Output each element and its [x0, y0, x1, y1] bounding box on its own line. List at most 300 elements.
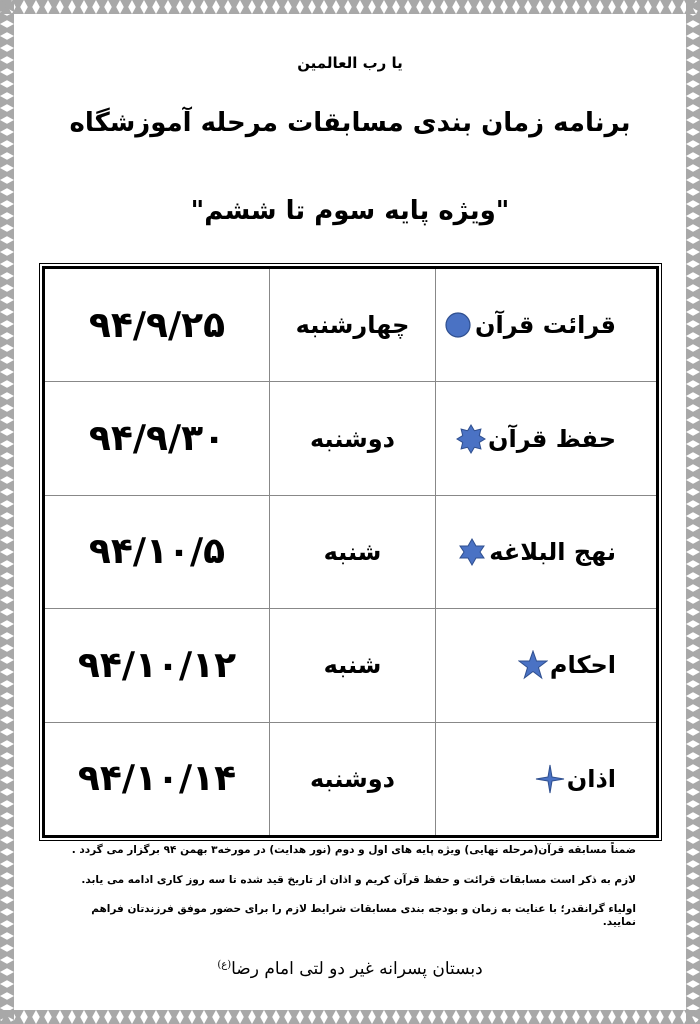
- table-row: [44, 722, 658, 836]
- border-triangle: [3, 60, 14, 72]
- border-triangle: [686, 696, 697, 708]
- border-triangle: [528, 3, 540, 14]
- border-triangle: [3, 168, 14, 180]
- border-triangle: [3, 432, 14, 444]
- border-triangle: [3, 912, 14, 924]
- border-triangle: [3, 744, 14, 756]
- border-triangle: [3, 708, 14, 720]
- competition-cell: [436, 609, 658, 722]
- border-triangle: [3, 312, 14, 324]
- border-triangle: [3, 588, 14, 600]
- border-triangle: [686, 408, 697, 420]
- border-triangle: [168, 1010, 180, 1021]
- border-triangle: [3, 480, 14, 492]
- border-triangle: [3, 204, 14, 216]
- border-triangle: [686, 612, 697, 624]
- border-triangle: [686, 648, 697, 660]
- border-triangle: [228, 3, 240, 14]
- border-triangle: [686, 360, 697, 372]
- border-triangle: [3, 516, 14, 528]
- border-triangle: [516, 3, 528, 14]
- border-triangle: [686, 564, 697, 576]
- border-triangle: [3, 984, 14, 996]
- border-triangle: [600, 1010, 612, 1021]
- border-triangle: [686, 900, 697, 912]
- border-triangle: [3, 972, 14, 984]
- border-triangle: [516, 1010, 528, 1021]
- border-triangle: [96, 3, 108, 14]
- border-triangle: [3, 768, 14, 780]
- border-triangle: [686, 264, 697, 276]
- border-triangle: [686, 516, 697, 528]
- border-triangle: [288, 3, 300, 14]
- border-triangle: [576, 3, 588, 14]
- border-triangle: [3, 360, 14, 372]
- border-triangle: [3, 720, 14, 732]
- border-triangle: [504, 3, 516, 14]
- border-triangle: [144, 1010, 156, 1021]
- honorific-mark: (ع): [217, 959, 232, 971]
- border-triangle: [686, 732, 697, 744]
- border-triangle: [3, 420, 14, 432]
- border-triangle: [686, 588, 697, 600]
- star-5-icon: [518, 650, 548, 680]
- border-triangle: [3, 900, 14, 912]
- border-triangle: [686, 912, 697, 924]
- border-triangle: [672, 1010, 684, 1021]
- border-triangle: [228, 1010, 240, 1021]
- border-triangle: [72, 1010, 84, 1021]
- border-triangle: [3, 792, 14, 804]
- border-triangle: [264, 3, 276, 14]
- border-triangle: [686, 456, 697, 468]
- border-triangle: [686, 276, 697, 288]
- border-triangle: [264, 1010, 276, 1021]
- border-triangle: [192, 3, 204, 14]
- border-triangle: [686, 348, 697, 360]
- border-triangle: [312, 3, 324, 14]
- border-triangle: [3, 852, 14, 864]
- competition-name: نهج البلاغه: [489, 537, 616, 566]
- border-triangle: [156, 3, 168, 14]
- border-triangle: [686, 528, 697, 540]
- border-triangle: [686, 84, 697, 96]
- border-triangle: [480, 1010, 492, 1021]
- border-triangle: [686, 768, 697, 780]
- notes-section: [64, 844, 636, 945]
- border-triangle: [3, 828, 14, 840]
- border-triangle: [3, 348, 14, 360]
- border-triangle: [492, 3, 504, 14]
- border-triangle: [3, 336, 14, 348]
- border-triangle: [3, 504, 14, 516]
- border-triangle: [3, 264, 14, 276]
- border-triangle: [686, 300, 697, 312]
- border-triangle: [3, 192, 14, 204]
- border-triangle: [686, 804, 697, 816]
- border-triangle: [204, 1010, 216, 1021]
- day-cell: شنبه: [270, 495, 436, 608]
- border-triangle: [686, 144, 697, 156]
- border-triangle: [686, 624, 697, 636]
- border-triangle: [3, 528, 14, 540]
- border-triangle: [686, 288, 697, 300]
- schedule-table: [42, 266, 659, 838]
- border-triangle: [3, 468, 14, 480]
- border-triangle: [60, 1010, 72, 1021]
- border-triangle: [612, 1010, 624, 1021]
- border-triangle: [24, 1010, 36, 1021]
- border-triangle: [3, 624, 14, 636]
- border-triangle: [686, 444, 697, 456]
- border-triangle: [686, 132, 697, 144]
- border-triangle: [588, 3, 600, 14]
- border-triangle: [686, 384, 697, 396]
- border-triangle: [686, 540, 697, 552]
- border-triangle: [336, 3, 348, 14]
- border-triangle: [480, 3, 492, 14]
- star-6-icon: [457, 537, 487, 567]
- border-triangle: [564, 3, 576, 14]
- border-triangle: [60, 3, 72, 14]
- border-triangle: [384, 1010, 396, 1021]
- border-triangle: [132, 3, 144, 14]
- border-triangle: [686, 576, 697, 588]
- border-triangle: [528, 1010, 540, 1021]
- border-triangle: [3, 948, 14, 960]
- border-triangle: [3, 996, 14, 1008]
- border-triangle: [3, 144, 14, 156]
- border-triangle: [686, 720, 697, 732]
- border-triangle: [686, 240, 697, 252]
- border-triangle: [686, 756, 697, 768]
- border-triangle: [3, 456, 14, 468]
- border-triangle: [686, 24, 697, 36]
- border-triangle: [686, 660, 697, 672]
- border-triangle: [204, 3, 216, 14]
- border-triangle: [624, 3, 636, 14]
- competition-name: اذان: [566, 764, 616, 793]
- competition-name: حفظ قرآن: [488, 424, 616, 453]
- page-title: برنامه زمان بندی مسابقات مرحله آموزشگاه: [69, 108, 631, 138]
- border-triangle: [686, 972, 697, 984]
- competition-cell: [436, 722, 658, 836]
- date-cell: ۹۴/۹/۲۵: [44, 268, 270, 382]
- border-triangle: [3, 396, 14, 408]
- invocation-text: یا رب العالمین: [297, 54, 403, 72]
- border-triangle: [276, 3, 288, 14]
- border-triangle: [3, 72, 14, 84]
- border-triangle: [686, 924, 697, 936]
- border-triangle: [686, 216, 697, 228]
- border-triangle: [3, 84, 14, 96]
- border-triangle: [240, 3, 252, 14]
- border-triangle: [686, 312, 697, 324]
- page-subtitle: "ویژه پایه سوم تا ششم": [190, 196, 510, 226]
- border-triangle: [3, 180, 14, 192]
- border-triangle: [3, 228, 14, 240]
- border-triangle: [3, 576, 14, 588]
- day-cell: شنبه: [270, 609, 436, 722]
- border-triangle: [3, 648, 14, 660]
- border-triangle: [686, 708, 697, 720]
- border-triangle: [686, 864, 697, 876]
- border-triangle: [3, 564, 14, 576]
- border-triangle: [276, 1010, 288, 1021]
- date-cell: ۹۴/۹/۳۰: [44, 382, 270, 495]
- border-triangle: [3, 132, 14, 144]
- border-triangle: [468, 3, 480, 14]
- border-triangle: [3, 780, 14, 792]
- border-triangle: [348, 3, 360, 14]
- border-triangle: [686, 192, 697, 204]
- border-triangle: [144, 3, 156, 14]
- border-triangle: [24, 3, 36, 14]
- border-triangle: [588, 1010, 600, 1021]
- border-triangle: [3, 840, 14, 852]
- border-triangle: [3, 120, 14, 132]
- border-triangle: [420, 3, 432, 14]
- border-triangle: [444, 3, 456, 14]
- border-triangle: [3, 924, 14, 936]
- border-triangle: [180, 3, 192, 14]
- border-triangle: [3, 636, 14, 648]
- border-triangle: [564, 1010, 576, 1021]
- border-triangle: [3, 552, 14, 564]
- border-triangle: [648, 3, 660, 14]
- border-triangle: [3, 876, 14, 888]
- border-triangle: [324, 3, 336, 14]
- border-triangle: [3, 288, 14, 300]
- table-row: [44, 609, 658, 722]
- border-triangle: [180, 1010, 192, 1021]
- border-triangle: [624, 1010, 636, 1021]
- border-triangle: [3, 936, 14, 948]
- border-triangle: [648, 1010, 660, 1021]
- border-triangle: [686, 180, 697, 192]
- border-triangle: [672, 3, 684, 14]
- border-triangle: [686, 672, 697, 684]
- day-cell: دوشنبه: [270, 722, 436, 836]
- star-4-icon: [535, 764, 565, 794]
- border-triangle: [686, 636, 697, 648]
- border-triangle: [686, 228, 697, 240]
- border-triangle: [686, 108, 697, 120]
- border-triangle: [3, 108, 14, 120]
- border-triangle: [3, 804, 14, 816]
- border-triangle: [300, 3, 312, 14]
- border-triangle: [96, 1010, 108, 1021]
- border-triangle: [686, 960, 697, 972]
- border-triangle: [3, 36, 14, 48]
- circle-icon: [443, 310, 473, 340]
- border-triangle: [686, 936, 697, 948]
- border-triangle: [686, 876, 697, 888]
- border-triangle: [3, 240, 14, 252]
- border-triangle: [84, 1010, 96, 1021]
- border-triangle: [660, 1010, 672, 1021]
- border-triangle: [192, 1010, 204, 1021]
- border-triangle: [3, 216, 14, 228]
- border-triangle: [686, 336, 697, 348]
- border-triangle: [612, 3, 624, 14]
- border-triangle: [432, 1010, 444, 1021]
- border-triangle: [456, 3, 468, 14]
- border-triangle: [686, 840, 697, 852]
- border-triangle: [686, 816, 697, 828]
- border-triangle: [3, 864, 14, 876]
- border-triangle: [3, 48, 14, 60]
- border-triangle: [48, 3, 60, 14]
- border-triangle: [300, 1010, 312, 1021]
- border-triangle: [3, 612, 14, 624]
- border-triangle: [686, 372, 697, 384]
- border-triangle: [686, 852, 697, 864]
- border-triangle: [686, 72, 697, 84]
- border-triangle: [288, 1010, 300, 1021]
- border-triangle: [3, 888, 14, 900]
- border-triangle: [408, 3, 420, 14]
- border-triangle: [468, 1010, 480, 1021]
- border-triangle: [312, 1010, 324, 1021]
- border-triangle: [3, 384, 14, 396]
- day-cell: چهارشنبه: [270, 268, 436, 382]
- border-triangle: [686, 396, 697, 408]
- border-triangle: [348, 1010, 360, 1021]
- border-triangle: [384, 3, 396, 14]
- border-triangle: [3, 372, 14, 384]
- border-triangle: [686, 252, 697, 264]
- border-triangle: [3, 252, 14, 264]
- border-triangle: [372, 1010, 384, 1021]
- border-triangle: [324, 1010, 336, 1021]
- border-triangle: [3, 540, 14, 552]
- border-triangle: [3, 684, 14, 696]
- border-triangle: [372, 3, 384, 14]
- border-triangle: [3, 732, 14, 744]
- border-triangle: [252, 3, 264, 14]
- border-triangle: [240, 1010, 252, 1021]
- border-triangle: [686, 60, 697, 72]
- border-triangle: [3, 672, 14, 684]
- competition-name: احکام: [549, 651, 616, 680]
- border-triangle: [72, 3, 84, 14]
- competition-cell: [436, 382, 658, 495]
- border-triangle: [216, 1010, 228, 1021]
- border-triangle: [444, 1010, 456, 1021]
- border-triangle: [686, 948, 697, 960]
- page-content: [24, 24, 676, 1000]
- border-triangle: [686, 36, 697, 48]
- school-name: دبستان پسرانه غیر دو لتی امام رضا: [231, 959, 483, 979]
- border-triangle: [420, 1010, 432, 1021]
- competition-cell: [436, 495, 658, 608]
- border-triangle: [686, 156, 697, 168]
- border-triangle: [3, 660, 14, 672]
- border-triangle: [216, 3, 228, 14]
- border-triangle: [686, 996, 697, 1008]
- border-triangle: [686, 888, 697, 900]
- border-triangle: [686, 504, 697, 516]
- border-triangle: [408, 1010, 420, 1021]
- border-triangle: [252, 1010, 264, 1021]
- border-triangle: [3, 156, 14, 168]
- border-triangle: [3, 24, 14, 36]
- table-row: [44, 495, 658, 608]
- border-triangle: [336, 1010, 348, 1021]
- border-triangle: [686, 684, 697, 696]
- border-triangle: [3, 756, 14, 768]
- border-triangle: [84, 3, 96, 14]
- border-triangle: [540, 3, 552, 14]
- border-triangle: [686, 552, 697, 564]
- border-triangle: [3, 696, 14, 708]
- border-triangle: [686, 780, 697, 792]
- date-cell: ۹۴/۱۰/۱۴: [44, 722, 270, 836]
- note-line: اولیاء گرانقدر؛ با عنایت به زمان و بودجه بندی مسابقات شرایط لازم را برای حضور موفق فرزندتان فراهم نمایید.: [91, 903, 636, 928]
- border-triangle: [686, 468, 697, 480]
- border-triangle: [686, 828, 697, 840]
- date-cell: ۹۴/۱۰/۱۲: [44, 609, 270, 722]
- border-triangle: [552, 1010, 564, 1021]
- border-triangle: [686, 204, 697, 216]
- border-triangle: [3, 816, 14, 828]
- border-triangle: [686, 96, 697, 108]
- border-triangle: [552, 3, 564, 14]
- border-triangle: [120, 3, 132, 14]
- border-triangle: [540, 1010, 552, 1021]
- border-triangle: [686, 168, 697, 180]
- border-triangle: [660, 3, 672, 14]
- border-triangle: [636, 3, 648, 14]
- border-triangle: [156, 1010, 168, 1021]
- border-triangle: [3, 324, 14, 336]
- border-triangle: [456, 1010, 468, 1021]
- border-triangle: [108, 1010, 120, 1021]
- note-line: لازم به ذکر است مسابقات قرائت و حفظ قرآن کریم و اذان از تاریخ قید شده تا سه روز کاری ادامه می یابد.: [81, 873, 636, 886]
- border-triangle: [686, 420, 697, 432]
- border-triangle: [686, 492, 697, 504]
- border-triangle: [3, 408, 14, 420]
- border-triangle: [3, 444, 14, 456]
- border-triangle: [360, 3, 372, 14]
- border-triangle: [686, 432, 697, 444]
- border-triangle: [120, 1010, 132, 1021]
- date-cell: ۹۴/۱۰/۵: [44, 495, 270, 608]
- border-triangle: [3, 276, 14, 288]
- border-triangle: [686, 120, 697, 132]
- border-triangle: [3, 600, 14, 612]
- border-triangle: [686, 324, 697, 336]
- border-triangle: [396, 3, 408, 14]
- border-triangle: [686, 48, 697, 60]
- border-triangle: [3, 96, 14, 108]
- star-8-icon: [456, 424, 486, 454]
- border-triangle: [686, 792, 697, 804]
- border-triangle: [686, 480, 697, 492]
- border-triangle: [48, 1010, 60, 1021]
- border-triangle: [504, 1010, 516, 1021]
- border-triangle: [36, 3, 48, 14]
- border-triangle: [396, 1010, 408, 1021]
- border-triangle: [492, 1010, 504, 1021]
- border-triangle: [36, 1010, 48, 1021]
- competition-name: قرائت قرآن: [475, 311, 616, 340]
- border-triangle: [3, 300, 14, 312]
- border-triangle: [360, 1010, 372, 1021]
- border-triangle: [432, 3, 444, 14]
- border-triangle: [636, 1010, 648, 1021]
